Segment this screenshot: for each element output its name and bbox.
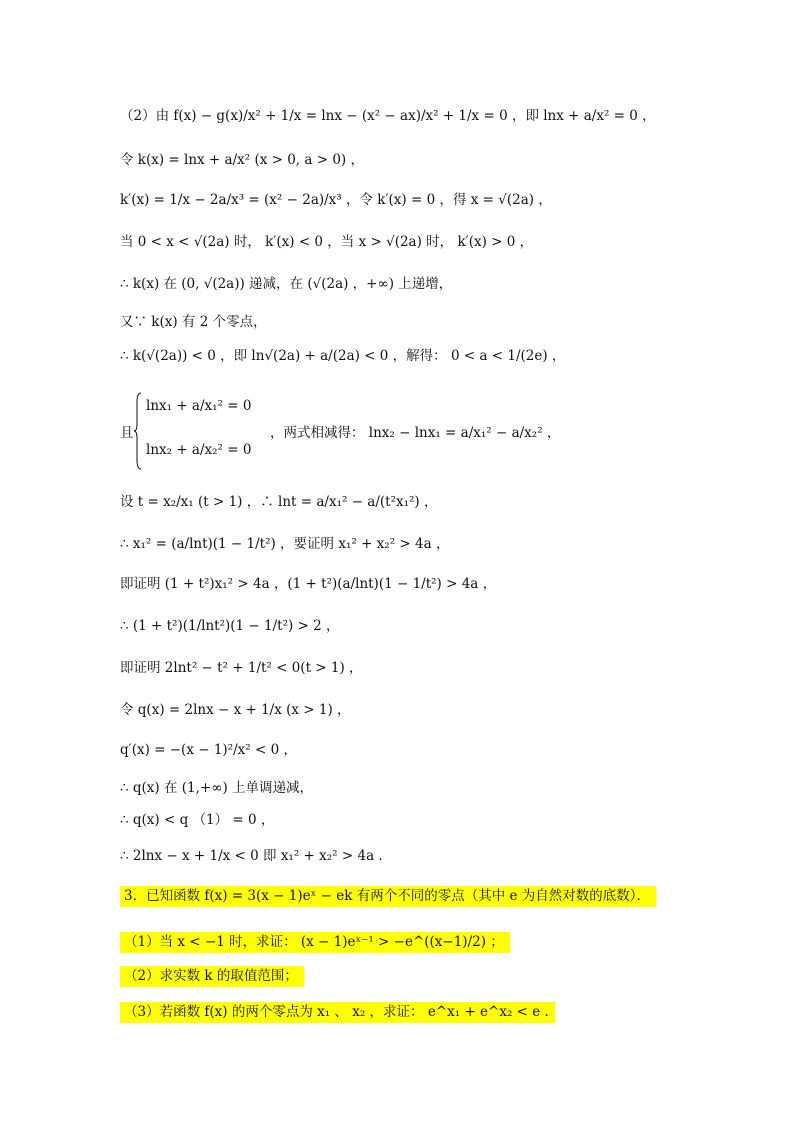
solution-line-12: 即证明 2lnt² − t² + 1/t² < 0(t > 1) ， (120, 660, 363, 676)
solution-line-4: 当 0 < x < √(2a) 时， k′(x) < 0 ，当 x > √(2a) 时， k′(x) > 0 ， (120, 234, 534, 250)
problem-part1-row (120, 932, 510, 952)
system-row-1: lnx₁ + a/x₁² = 0 (146, 398, 252, 414)
left-brace-icon (134, 392, 142, 470)
system-suffix: ，两式相减得： lnx₂ − lnx₁ = a/x₁² − a/x₂² ， (270, 425, 561, 441)
solution-line-8: 设 t = x₂/x₁ (t > 1) ，∴ lnt = a/x₁² − a/(t²x₁²) ， (120, 494, 438, 510)
problem-part3-row (120, 1002, 555, 1022)
solution-line-6: 又∵ k(x) 有 2 个零点， (120, 314, 267, 330)
solution-line-2: 令 k(x) = lnx + a/x² (x > 0, a > 0) ， (120, 152, 364, 168)
solution-line-7: ∴ k(√(2a)) < 0 ，即 ln√(2a) + a/(2a) < 0 ，解得： 0 < a < 1/(2e) ， (120, 348, 566, 364)
solution-line-1: （2）由 f(x) − g(x)/x² + 1/x = lnx − (x² − ax)/x² + 1/x = 0 ，即 lnx + a/x² = 0 ， (120, 108, 656, 124)
solution-line-5: ∴ k(x) 在 (0, √(2a)) 递减，在 (√(2a) ，+∞) 上递增， (120, 276, 453, 292)
solution-line-16: ∴ q(x) < q （1） = 0 ， (120, 812, 275, 828)
problem-stem-row (120, 886, 656, 906)
solution-line-13: 令 q(x) = 2lnx − x + 1/x (x > 1) ， (120, 702, 351, 718)
solution-line-14: q′(x) = −(x − 1)²/x² < 0 ， (120, 742, 297, 758)
problem-stem: 3．已知函数 f(x) = 3(x − 1)eˣ − ek 有两个不同的零点（其中 e 为自然对数的底数）． (120, 886, 656, 907)
solution-line-15: ∴ q(x) 在 (1,+∞) 上单调递减， (120, 780, 314, 796)
solution-line-9: ∴ x₁² = (a/lnt)(1 − 1/t²) ，要证明 x₁² + x₂² > 4a ， (120, 536, 450, 552)
solution-line-3: k′(x) = 1/x − 2a/x³ = (x² − 2a)/x³ ，令 k′(x) = 0 ，得 x = √(2a) ， (120, 192, 552, 208)
problem-part-2: （2）求实数 k 的取值范围； (120, 966, 304, 987)
problem-part-1: （1）当 x < −1 时，求证： (x − 1)eˣ⁻¹ > −e^((x−1)/2) ； (120, 932, 510, 953)
solution-line-11: ∴ (1 + t²)(1/lnt²)(1 − 1/t²) > 2 ， (120, 618, 340, 634)
system-prefix: 且 (120, 425, 134, 441)
problem-part-3: （3）若函数 f(x) 的两个零点为 x₁ 、 x₂ ，求证： e^x₁ + e^x₂ < e . (120, 1002, 555, 1023)
equation-system (120, 392, 561, 470)
system-row-2: lnx₂ + a/x₂² = 0 (146, 442, 252, 458)
solution-line-17: ∴ 2lnx − x + 1/x < 0 即 x₁² + x₂² > 4a . (120, 848, 383, 864)
problem-part2-row (120, 966, 304, 986)
solution-line-10: 即证明 (1 + t²)x₁² > 4a ，(1 + t²)(a/lnt)(1 − 1/t²) > 4a ， (120, 576, 497, 592)
